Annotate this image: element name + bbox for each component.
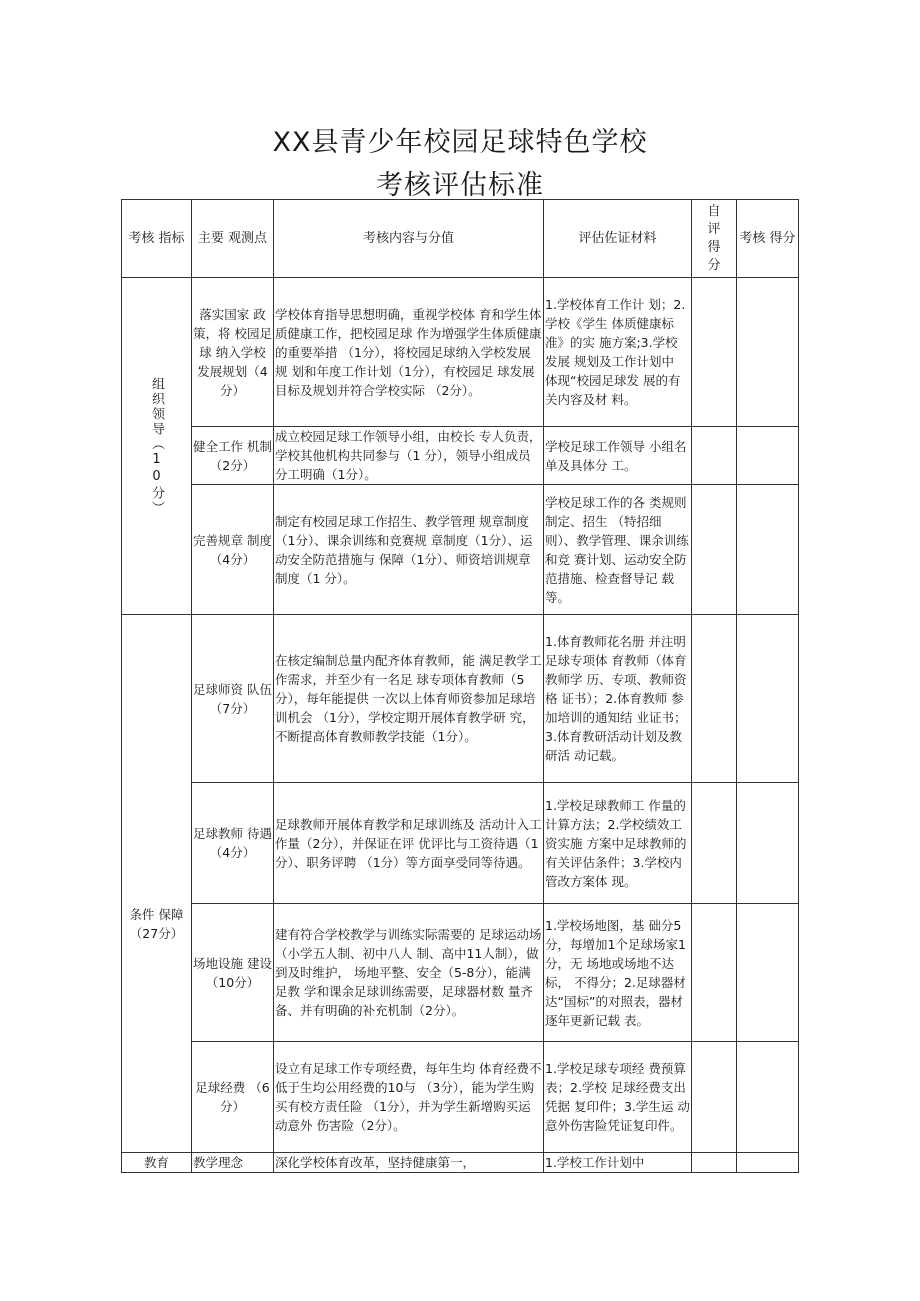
header-point: 主要 观测点 xyxy=(192,200,274,278)
self-score-cell[interactable] xyxy=(692,615,737,783)
content-cell: 设立有足球工作专项经费，每年生均 体育经费不低于生均公用经费的10与 （3分），能为学生购买有校方责任险 （1分），并为学生新增购买运动意外 伤害险（2分）。 xyxy=(274,1042,544,1153)
point-cell: 落实国家 政策，将 校园足球 纳入学校 发展规划（4分） xyxy=(192,278,274,427)
final-score-cell[interactable] xyxy=(737,278,799,427)
category-label: 组织领导（10分） xyxy=(149,376,164,516)
title-line1: XX县青少年校园足球特色学校 xyxy=(272,127,648,158)
point-cell: 教学理念 xyxy=(192,1153,274,1173)
table-row xyxy=(122,278,799,427)
final-score-cell[interactable] xyxy=(737,1042,799,1153)
evidence-cell: 1.学校足球专项经 费预算表；2.学校 足球经费支出凭据 复印件；3.学生运 动意外伤害险凭证复印件。 xyxy=(544,1042,692,1153)
content-cell: 学校体育指导思想明确，重视学校体 育和学生体质健康工作，把校园足球 作为增强学生体质健康的重要举措 （1分），将校园足球纳入学校发展规 划和年度工作计划（1分），有校园足 球发展目标及规划并符合学校实际 （2分）。 xyxy=(274,278,544,427)
table-row xyxy=(122,1042,799,1153)
evidence-cell: 1.体育教师花名册 并注明足球专项体 育教师（体育教师学 历、专项、教师资格 证书）；2.体育教师 参加培训的通知结 业证书；3.体育教研活动计划及教研活 动记载。 xyxy=(544,615,692,783)
point-cell: 健全工作 机制 （2分） xyxy=(192,427,274,485)
content-cell: 建有符合学校教学与训练实际需要的 足球运动场（小学五人制、初中八人 制、高中11人制），做到及时维护， 场地平整、安全（5-8分），能满足教 学和课余足球训练需要，足球器材数 量齐备、并有明确的补充机制（2分）。 xyxy=(274,904,544,1042)
final-score-cell[interactable] xyxy=(737,1153,799,1173)
evidence-cell: 1.学校足球教师工 作量的计算方法；2.学校绩效工资实施 方案中足球教师的 有关评估条件；3.学校内管改方案体 现。 xyxy=(544,783,692,904)
header-self-score: 自评得分 xyxy=(692,200,737,278)
evidence-cell: 学校足球工作的各 类规则制定、招生 （特招细则）、教学管理、课余训练和竞 赛计划、运动安全防 范措施、检查督导记 载等。 xyxy=(544,485,692,615)
content-cell: 在核定编制总量内配齐体育教师，能 满足教学工作需求，并至少有一名足 球专项体育教师（5分），每年能提供 一次以上体育师资参加足球培训机会 （1分），学校定期开展体育教学研 究，不断提高体育教师教学技能（1分）。 xyxy=(274,615,544,783)
table-row xyxy=(122,1153,799,1173)
evidence-cell: 1.学校场地图，基 础分5分，每增加1个足球场家1分，无 场地或场地不达标， 不得分；2.足球器材 达“国标”的对照表，器材逐年更新记载 表。 xyxy=(544,904,692,1042)
evidence-cell: 1.学校工作计划中 xyxy=(544,1153,692,1173)
content-cell: 足球教师开展体育教学和足球训练及 活动计入工作量（2分），并保证在评 优评比与工资待遇（1分）、职务评聘 （1分）等方面享受同等待遇。 xyxy=(274,783,544,904)
category-cell xyxy=(122,278,192,615)
category-cell: 教育 xyxy=(122,1153,192,1173)
header-evidence: 评估佐证材料 xyxy=(544,200,692,278)
table-row xyxy=(122,485,799,615)
header-content: 考核内容与分值 xyxy=(274,200,544,278)
final-score-cell[interactable] xyxy=(737,783,799,904)
self-score-cell[interactable] xyxy=(692,485,737,615)
final-score-cell[interactable] xyxy=(737,485,799,615)
point-cell: 场地设施 建设 （10分） xyxy=(192,904,274,1042)
self-score-cell[interactable] xyxy=(692,427,737,485)
title-line2: 考核评估标准 xyxy=(376,170,544,201)
header-indicator: 考核 指标 xyxy=(122,200,192,278)
category-cell: 条件 保障 （27分） xyxy=(122,615,192,1153)
header-final-score: 考核 得分 xyxy=(737,200,799,278)
evidence-cell: 1.学校体育工作计 划；2.学校《学生 体质健康标准》的实 施方案;3.学校发展 规划及工作计划中 体现“校园足球发 展的有关内容及材 料。 xyxy=(544,278,692,427)
table-row xyxy=(122,427,799,485)
table-row xyxy=(122,615,799,783)
point-cell: 足球经费 （6分） xyxy=(192,1042,274,1153)
final-score-cell[interactable] xyxy=(737,904,799,1042)
final-score-cell[interactable] xyxy=(737,615,799,783)
self-score-cell[interactable] xyxy=(692,1042,737,1153)
point-cell: 完善规章 制度 （4分） xyxy=(192,485,274,615)
self-score-cell[interactable] xyxy=(692,1153,737,1173)
point-cell: 足球师资 队伍 （7分） xyxy=(192,615,274,783)
content-cell: 深化学校体育改革，坚持健康第一， xyxy=(274,1153,544,1173)
assessment-table xyxy=(121,199,799,1173)
table-row xyxy=(122,904,799,1042)
content-cell: 制定有校园足球工作招生、教学管理 规章制度（1分）、课余训练和竞赛规 章制度（1分）、运动安全防范措施与 保障（1分）、师资培训规章制度（1 分）。 xyxy=(274,485,544,615)
final-score-cell[interactable] xyxy=(737,427,799,485)
self-score-cell[interactable] xyxy=(692,904,737,1042)
self-score-cell[interactable] xyxy=(692,783,737,904)
self-score-cell[interactable] xyxy=(692,278,737,427)
point-cell: 足球教师 待遇 （4分） xyxy=(192,783,274,904)
content-cell: 成立校园足球工作领导小组，由校长 专人负责，学校其他机构共同参与（1 分），领导小组成员分工明确（1分）。 xyxy=(274,427,544,485)
table-row xyxy=(122,783,799,904)
header-row xyxy=(122,200,799,278)
evidence-cell: 学校足球工作领导 小组名单及具体分 工。 xyxy=(544,427,692,485)
